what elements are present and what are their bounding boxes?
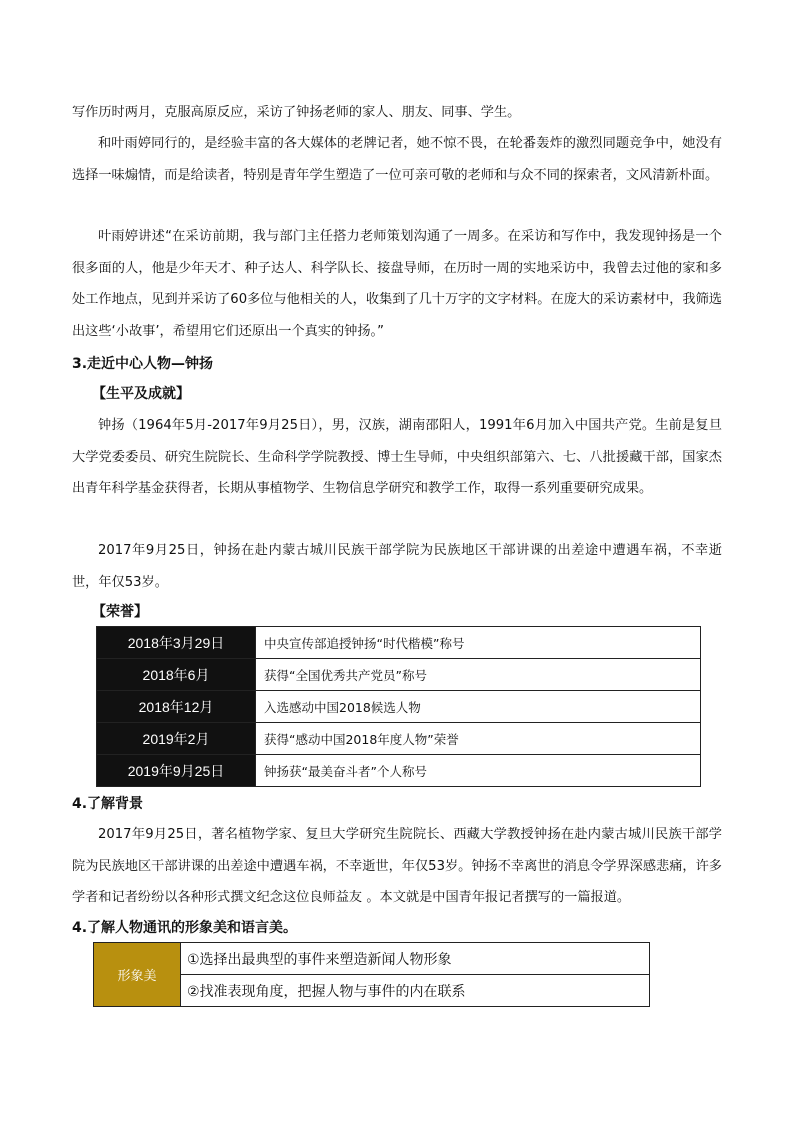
honor-description: 获得“全国优秀共产党员”称号 xyxy=(256,659,701,691)
honor-date: 2019年2月 xyxy=(97,723,256,755)
honor-date: 2018年6月 xyxy=(97,659,256,691)
life-subheading: 【生平及成就】 xyxy=(92,386,190,402)
honor-subheading: 【荣誉】 xyxy=(92,604,148,620)
paragraph-biography: 钟扬（1964年5月-2017年9月25日），男，汉族，湖南邵阳人，1991年6月加入中国共产党。生前是复旦大学党委委员、研究生院院长、生命科学学院教授、博士生导师，中央组织部第六、七、八批援藏干部，国家杰出青年科学基金获得者，长期从事植物学、生物信息学研究和教学工作，取得一系列重要研究成果。 xyxy=(72,418,722,496)
honor-description: 入选感动中国2018候选人物 xyxy=(256,691,701,723)
honor-date: 2019年9月25日 xyxy=(97,755,256,787)
paragraph-3: 叶雨婷讲述“在采访前期，我与部门主任搭力老师策划沟通了一周多。在采访和写作中，我发现钟扬是一个很多面的人，他是少年天才、种子达人、科学队长、接盘导师，在历时一周的实地采访中，我曾去过他的家和多处工作地点，见到并采访了60多位与他相关的人，收集到了几十万字的文字材料。在庞大的采访素材中，我筛选出这些‘小故事’，希望用它们还原出一个真实的钟扬。” xyxy=(72,229,722,339)
honor-description: 获得“感动中国2018年度人物”荣誉 xyxy=(256,723,701,755)
honor-table xyxy=(96,626,701,787)
honor-row xyxy=(97,627,701,659)
honor-row xyxy=(97,691,701,723)
paragraph-1: 写作历时两月，克服高原反应，采访了钟扬老师的家人、朋友、同事、学生。 xyxy=(72,105,521,120)
paragraph-2: 和叶雨婷同行的，是经验丰富的各大媒体的老牌记者，她不惊不畏，在轮番轰炸的激烈同题竞争中，她没有选择一味煽情，而是给读者，特别是青年学生塑造了一位可亲可敬的老师和与众不同的探索者，文风清新朴面。 xyxy=(72,136,722,183)
paragraph-death: 2017年9月25日，钟扬在赴内蒙古城川民族干部学院为民族地区干部讲课的出差途中遭遇车祸，不幸逝世，年仅53岁。 xyxy=(72,543,722,590)
honor-description: 钟扬获“最美奋斗者”个人称号 xyxy=(256,755,701,787)
beauty-label: 形象美 xyxy=(94,943,181,1007)
section-4-beauty-heading: 4.了解人物通讯的形象美和语言美。 xyxy=(72,920,298,936)
paragraph-background: 2017年9月25日，著名植物学家、复旦大学研究生院院长、西藏大学教授钟扬在赴内蒙古城川民族干部学院为民族地区干部讲课的出差途中遭遇车祸，不幸逝世，年仅53岁。钟扬不幸离世的消息令学界深感悲痛，许多学者和记者纷纷以各种形式撰文纪念这位良师益友 。本文就是中国青年报记者撰写的一篇报道。 xyxy=(72,827,722,905)
beauty-table xyxy=(93,942,650,1007)
beauty-item-1: ①选择出最典型的事件来塑造新闻人物形象 xyxy=(181,943,650,975)
honor-description: 中央宣传部追授钟扬“时代楷模”称号 xyxy=(256,627,701,659)
beauty-item-2: ②找准表现角度，把握人物与事件的内在联系 xyxy=(181,975,650,1007)
section-4-background-heading: 4.了解背景 xyxy=(72,796,144,812)
honor-row xyxy=(97,755,701,787)
honor-date: 2018年3月29日 xyxy=(97,627,256,659)
honor-date: 2018年12月 xyxy=(97,691,256,723)
honor-row xyxy=(97,723,701,755)
section-3-heading: 3.走近中心人物—钟扬 xyxy=(72,356,214,372)
honor-row xyxy=(97,659,701,691)
